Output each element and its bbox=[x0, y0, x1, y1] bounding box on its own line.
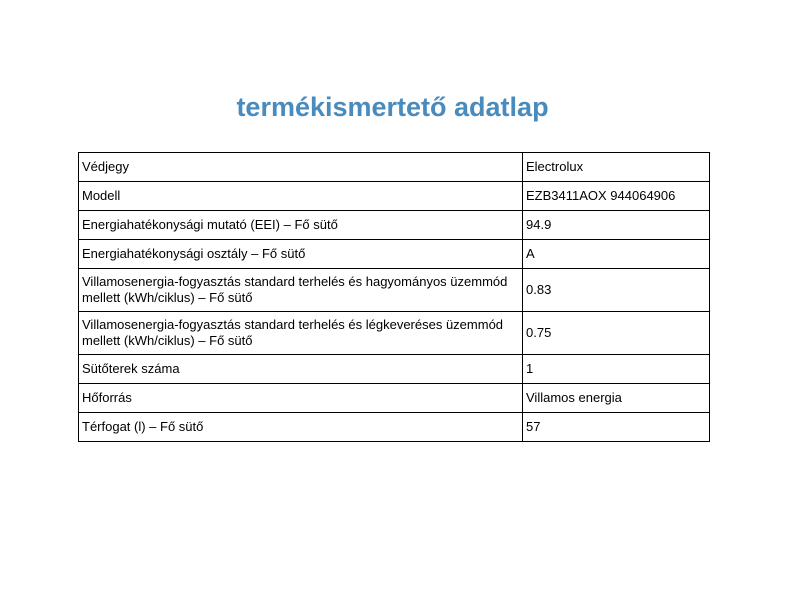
row-value: 0.83 bbox=[523, 269, 710, 312]
table-row bbox=[79, 384, 710, 413]
row-value: Villamos energia bbox=[523, 384, 710, 413]
row-value: Electrolux bbox=[523, 153, 710, 182]
table-row bbox=[79, 153, 710, 182]
table-row bbox=[79, 211, 710, 240]
row-label: Energiahatékonysági osztály – Fő sütő bbox=[79, 240, 523, 269]
row-label: Sütőterek száma bbox=[79, 355, 523, 384]
table-row bbox=[79, 269, 710, 312]
page-title: termékismertető adatlap bbox=[236, 92, 549, 122]
table-row bbox=[79, 355, 710, 384]
row-label: Villamosenergia-fogyasztás standard terhelés és hagyományos üzemmód mellett (kWh/ciklus) – Fő sütő bbox=[79, 269, 523, 312]
row-value: EZB3411AOX 944064906 bbox=[523, 182, 710, 211]
row-label: Térfogat (l) – Fő sütő bbox=[79, 413, 523, 442]
row-value: 1 bbox=[523, 355, 710, 384]
table-row bbox=[79, 182, 710, 211]
row-label: Modell bbox=[79, 182, 523, 211]
table-row bbox=[79, 312, 710, 355]
spec-table bbox=[78, 152, 710, 442]
table-row bbox=[79, 413, 710, 442]
table-row bbox=[79, 240, 710, 269]
row-label: Hőforrás bbox=[79, 384, 523, 413]
row-value: 94.9 bbox=[523, 211, 710, 240]
row-label: Energiahatékonysági mutató (EEI) – Fő sütő bbox=[79, 211, 523, 240]
row-label: Védjegy bbox=[79, 153, 523, 182]
row-label: Villamosenergia-fogyasztás standard terhelés és légkeveréses üzemmód mellett (kWh/ciklus) – Fő sütő bbox=[79, 312, 523, 355]
spec-table-body bbox=[79, 153, 710, 442]
row-value: A bbox=[523, 240, 710, 269]
row-value: 0.75 bbox=[523, 312, 710, 355]
row-value: 57 bbox=[523, 413, 710, 442]
